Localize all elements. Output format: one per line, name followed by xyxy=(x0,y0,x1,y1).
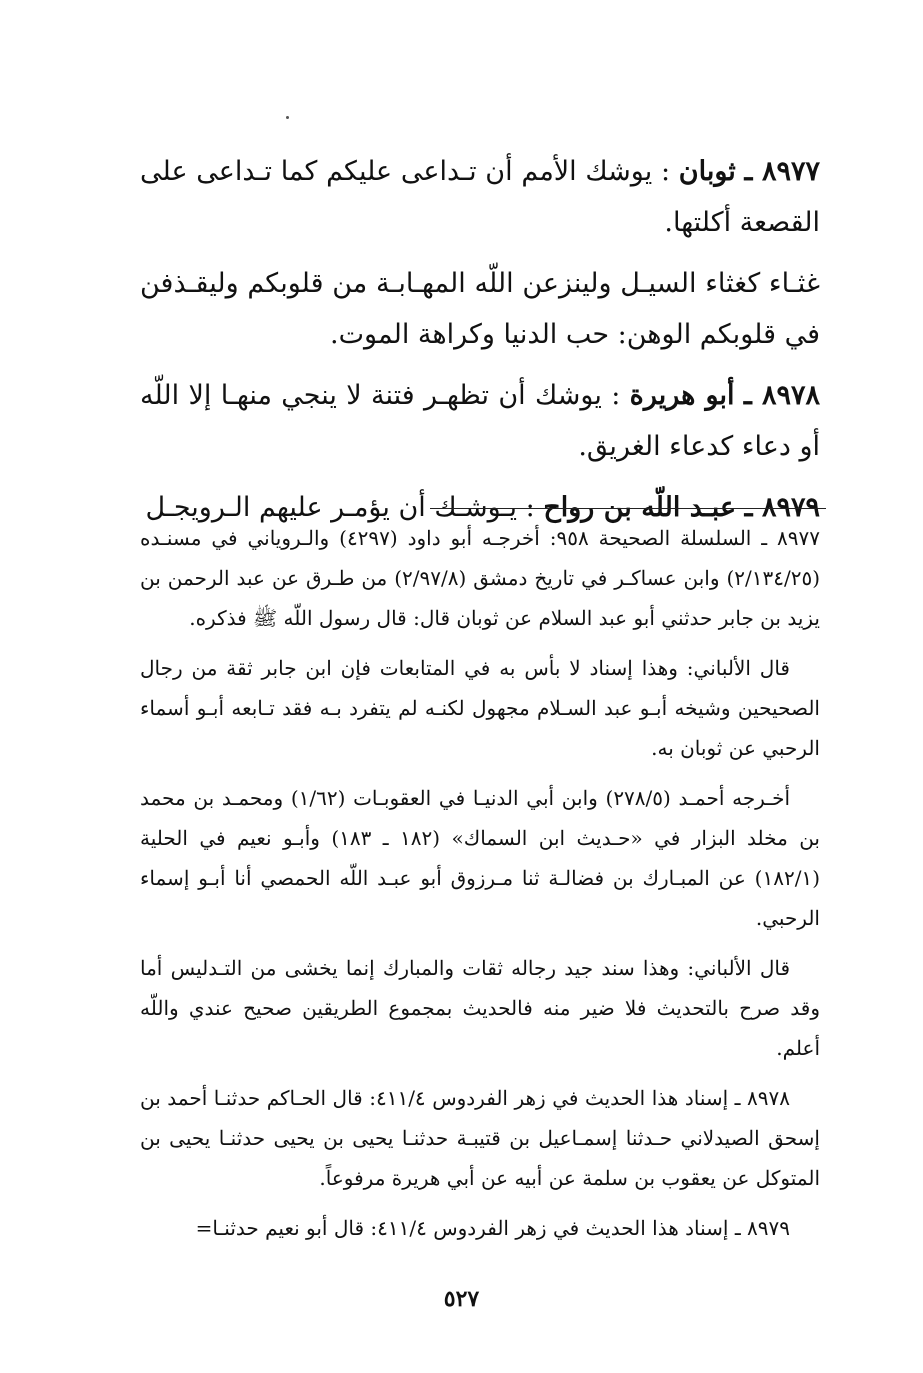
hadith-8978 xyxy=(140,370,820,472)
footnote-8979: ٨٩٧٩ ـ إسناد هذا الحديث في زهر الفردوس ٤١١/٤: قال أبو نعيم حدثنـا= xyxy=(195,1216,790,1240)
hadith-number: ٨٩٧٧ ـ xyxy=(744,156,820,187)
footnote-separator xyxy=(430,508,826,509)
hadith-text-block xyxy=(140,146,820,543)
hadith-number: ٨٩٧٩ ـ xyxy=(744,492,820,523)
albani-comment-1: قال الألباني: وهذا إسناد لا بأس به في المتابعات فإن ابن جابر ثقة من رجال الصحيحين وشيخه أبـو عبد السـلام مجهول لكنـه لم يتفرد بـه فقد تـابعه أبـو أسماء الرحبي عن ثوبان به. xyxy=(140,656,820,760)
speck xyxy=(286,116,289,119)
hadith-8977-continuation: غثـاء كغثاء السيـل ولينزعن اللّه المهـابـة من قلوبكم وليقـذفن في قلوبكم الوهن: حب الدنيا وكراهة الموت. xyxy=(140,268,820,350)
takhrij-paragraph: أخـرجه أحمـد (٢٧٨/٥) وابن أبي الدنيـا في العقوبـات (١/٦٢) ومحمـد بن محمد بن مخلد البزار في «حـديث ابن السماك» (١٨٢ ـ ١٨٣) وأبـو نعيم في الحلية (١٨٢/١) عن المبـارك بن فضالـة ثنا مـرزوق أبو عبـد اللّه الحمصي أنا أبـو إسماء الرحبي. xyxy=(140,786,821,930)
narrator-name: ثوبان xyxy=(678,156,736,187)
footnote-8977: ٨٩٧٧ ـ السلسلة الصحيحة ٩٥٨: أخرجـه أبو داود (٤٢٩٧) والـروياني في مسنـده (٢/١٣٤/٢٥) وابن عساكـر في تاريخ دمشق (٢/٩٧/٨) من طـرق عن عبد الرحمن بن يزيد بن جابر حدثني أبو عبد السلام عن ثوبان قال: قال رسول اللّه ﷺ فذكره. xyxy=(140,526,820,630)
page-number: ٥٢٧ xyxy=(443,1286,480,1312)
hadith-body: : يوشك أن تظهـر فتنة لا ينجي منهـا إلا اللّه أو دعاء كدعاء الغريق. xyxy=(140,380,820,462)
albani-comment-2: قال الألباني: وهذا سند جيد رجاله ثقات والمبارك إنما يخشى من التـدليس أما وقد صرح بالتحديث فلا ضير منه فالحديث بمجموع الطريقين صحيح عندي واللّه أعلم. xyxy=(140,956,820,1060)
footnote-8978: ٨٩٧٨ ـ إسناد هذا الحديث في زهر الفردوس ٤١١/٤: قال الحـاكم حدثنـا أحمد بن إسحق الصيدلاني حـدثنا إسمـاعيل بن قتيبـة حدثنـا يحيى بن يحيى حدثنـا يحيى بن المتوكل عن يعقوب بن سلمة عن أبيه عن أبي هريرة مرفوعاً. xyxy=(140,1086,820,1190)
narrator-name: عبـد اللّه بن رواح xyxy=(543,492,737,523)
narrator-name: أبو هريرة xyxy=(629,380,735,411)
hadith-body: : يـوشـك أن يؤمـر عليهم الـرويجـل xyxy=(145,492,535,523)
footnotes-block xyxy=(140,518,820,1258)
hadith-number: ٨٩٧٨ ـ xyxy=(743,380,820,411)
hadith-8977 xyxy=(140,146,820,248)
hadith-body: : يوشك الأمم أن تـداعى عليكم كما تـداعى على القصعة أكلتها. xyxy=(140,156,820,238)
